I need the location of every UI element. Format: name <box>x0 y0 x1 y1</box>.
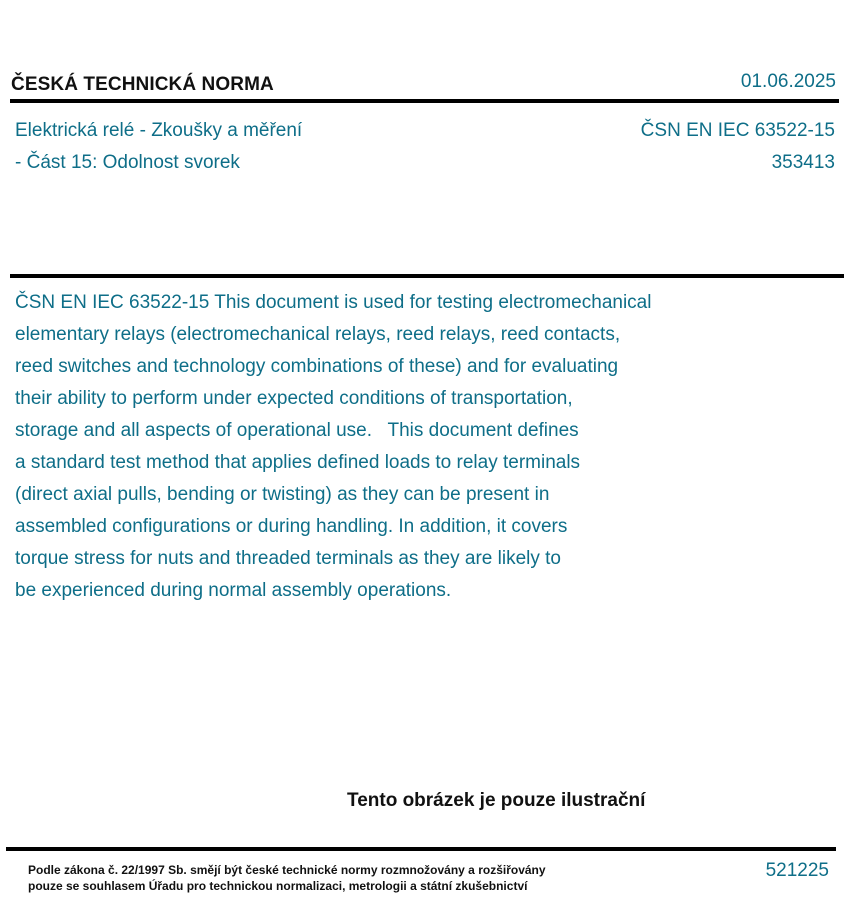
standard-codes <box>641 115 835 179</box>
standard-designation: ČSN EN IEC 63522-15 <box>640 120 835 141</box>
standard-title <box>15 115 302 179</box>
publication-date: 01.06.2025 <box>740 71 836 92</box>
abstract-line: their ability to perform under expected conditions of transportation, <box>15 388 573 409</box>
top-rule <box>10 99 839 103</box>
legal-notice <box>28 862 546 894</box>
abstract-line: be experienced during normal assembly operations. <box>15 580 452 601</box>
standard-title-line: Elektrická relé - Zkoušky a měření <box>15 120 303 141</box>
abstract-line: torque stress for nuts and threaded terminals as they are likely to <box>15 548 561 569</box>
abstract-line: storage and all aspects of operational use. This document defines <box>15 420 579 441</box>
abstract-line: ČSN EN IEC 63522-15 This document is used for testing electromechanical <box>15 292 652 313</box>
catalog-number: 521225 <box>765 860 829 881</box>
abstract-line: reed switches and technology combinations of these) and for evaluating <box>15 356 619 377</box>
legal-notice-line: Podle zákona č. 22/1997 Sb. smějí být české technické normy rozmnožovány a rozšiřovány <box>28 863 546 877</box>
standard-label: ČESKÁ TECHNICKÁ NORMA <box>11 74 274 95</box>
abstract-text <box>15 287 775 607</box>
abstract-line: (direct axial pulls, bending or twisting) as they can be present in <box>15 484 550 505</box>
illustration-disclaimer: Tento obrázek je pouze ilustrační <box>347 790 646 811</box>
classification-code: 353413 <box>771 152 835 173</box>
legal-notice-line: pouze se souhlasem Úřadu pro technickou normalizaci, metrologii a státní zkušebnictví <box>28 879 528 893</box>
abstract-line: assembled configurations or during handling. In addition, it covers <box>15 516 568 537</box>
abstract-line: a standard test method that applies defined loads to relay terminals <box>15 452 581 473</box>
bottom-rule <box>6 847 836 851</box>
standard-title-line: - Část 15: Odolnost svorek <box>15 152 240 173</box>
abstract-line: elementary relays (electromechanical relays, reed relays, reed contacts, <box>15 324 621 345</box>
middle-rule <box>10 274 844 278</box>
